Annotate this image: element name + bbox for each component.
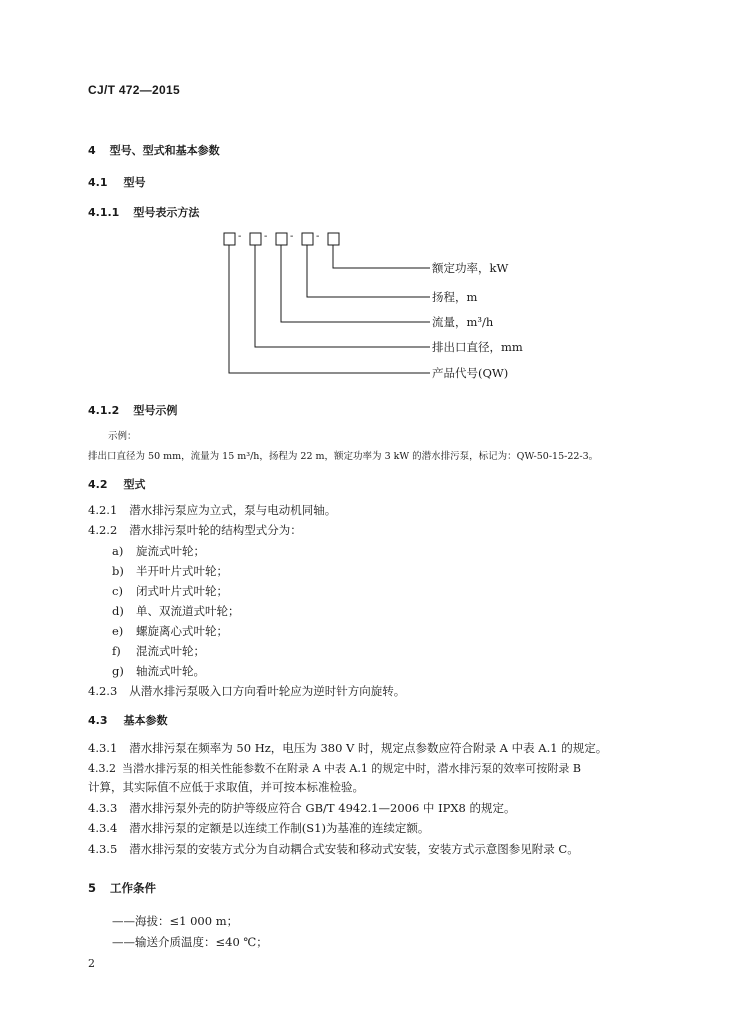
- clause-number: 4.3.5: [88, 842, 118, 856]
- clause-text: 潜水排污泵的定额是以连续工作制(S1)为基准的连续定额。: [129, 821, 430, 835]
- list-item: [112, 623, 228, 639]
- section-number: 4.1: [88, 176, 108, 189]
- section-number: 4: [88, 144, 96, 157]
- list-text: 混流式叶轮；: [136, 644, 205, 658]
- leader-line-flow: [281, 245, 430, 322]
- label-outlet-diameter: 排出口直径，mm: [432, 340, 523, 354]
- separator: -: [264, 231, 268, 242]
- model-code-diagram: [220, 225, 550, 390]
- section-number: 4.1.1: [88, 206, 120, 219]
- section-title: 基本参数: [123, 714, 168, 727]
- clause-4-3-2: [88, 760, 581, 776]
- clause-number: 4.2.2: [88, 523, 118, 537]
- list-item: [112, 603, 240, 619]
- clause-number: 4.2.3: [88, 684, 118, 698]
- section-title: 工作条件: [110, 881, 157, 895]
- section-number: 4.3: [88, 714, 108, 727]
- leader-line-head: [307, 245, 430, 297]
- section-title: 型式: [123, 478, 146, 491]
- section-4-heading: [88, 142, 220, 158]
- clause-4-2-3: [88, 683, 405, 699]
- clause-number: 4.3.2: [88, 762, 116, 775]
- section-4-1-1-heading: [88, 204, 199, 220]
- list-text: 螺旋离心式叶轮；: [136, 624, 228, 638]
- list-mark: d): [112, 604, 124, 618]
- clause-4-2-2: [88, 522, 302, 538]
- code-box-1: [224, 233, 235, 245]
- list-item: [112, 643, 205, 659]
- list-item: [112, 563, 228, 579]
- list-mark: e): [112, 624, 124, 638]
- code-box-2: [250, 233, 261, 245]
- section-4-1-2-heading: [88, 402, 177, 418]
- clause-4-3-2-continued: 计算，其实际值不应低于求取值，并可按本标准检验。: [88, 780, 364, 794]
- separator: -: [316, 231, 320, 242]
- list-mark: b): [112, 564, 124, 578]
- clause-text: 潜水排污泵应为立式，泵与电动机同轴。: [129, 503, 337, 517]
- clause-number: 4.2.1: [88, 503, 118, 517]
- clause-4-3-3: [88, 800, 516, 816]
- clause-text: 潜水排污泵在频率为 50 Hz，电压为 380 V 时，规定点参数应符合附录 A 中表 A.1 的规定。: [129, 741, 608, 755]
- label-product-code: 产品代号(QW): [432, 366, 509, 380]
- list-text: 单、双流道式叶轮；: [136, 604, 240, 618]
- clause-text: 潜水排污泵的安装方式分为自动耦合式安装和移动式安装，安装方式示意图参见附录 C。: [129, 842, 579, 856]
- section-title: 型号、型式和基本参数: [109, 144, 220, 157]
- page-number: 2: [88, 957, 95, 970]
- section-title: 型号: [123, 176, 146, 189]
- separator: -: [290, 231, 294, 242]
- list-mark: f): [112, 644, 121, 658]
- clause-text: 潜水排污泵外壳的防护等级应符合 GB/T 4942.1—2006 中 IPX8 的规定。: [129, 801, 516, 815]
- list-text: 闭式叶片式叶轮；: [136, 584, 228, 598]
- leader-line-code: [229, 245, 430, 373]
- condition-altitude: ——海拔：≤1 000 m；: [112, 914, 239, 928]
- list-mark: g): [112, 664, 124, 678]
- clause-number: 4.3.3: [88, 801, 118, 815]
- list-mark: c): [112, 584, 123, 598]
- list-item: [112, 543, 205, 559]
- label-head: 扬程，m: [432, 290, 478, 304]
- section-number: 5: [88, 881, 97, 895]
- clause-4-2-1: [88, 502, 336, 518]
- condition-temperature: ——输送介质温度：≤40 ℃；: [112, 935, 268, 949]
- section-4-3-heading: [88, 712, 168, 728]
- example-label: 示例：: [108, 431, 137, 442]
- list-mark: a): [112, 544, 124, 558]
- label-flow: 流量，m³/h: [432, 315, 494, 329]
- list-text: 半开叶片式叶轮；: [136, 564, 228, 578]
- section-4-2-heading: [88, 476, 146, 492]
- clause-4-3-4: [88, 820, 429, 836]
- section-number: 4.2: [88, 478, 108, 491]
- clause-4-3-5: [88, 841, 579, 857]
- list-text: 旋流式叶轮；: [136, 544, 205, 558]
- list-item: [112, 663, 205, 679]
- code-box-3: [276, 233, 287, 245]
- clause-4-3-1: [88, 740, 607, 756]
- clause-number: 4.3.1: [88, 741, 118, 755]
- list-item: [112, 583, 228, 599]
- code-box-4: [302, 233, 313, 245]
- list-text: 轴流式叶轮。: [136, 664, 205, 678]
- clause-number: 4.3.4: [88, 821, 118, 835]
- standard-number: CJ/T 472—2015: [88, 83, 180, 97]
- label-rated-power: 额定功率，kW: [432, 261, 509, 275]
- clause-text: 潜水排污泵叶轮的结构型式分为：: [129, 523, 302, 537]
- section-title: 型号表示方法: [133, 206, 200, 219]
- leader-line-power: [333, 245, 430, 268]
- clause-text: 从潜水排污泵吸入口方向看叶轮应为逆时针方向旋转。: [129, 684, 406, 698]
- example-text: 排出口直径为 50 mm，流量为 15 m³/h，扬程为 22 m，额定功率为 3 kW 的潜水排污泵，标记为：QW-50-15-22-3。: [88, 451, 599, 462]
- section-5-heading: [88, 880, 156, 896]
- code-box-5: [328, 233, 339, 245]
- clause-text: 当潜水排污泵的相关性能参数不在附录 A 中表 A.1 的规定中时，潜水排污泵的效率可按附录 B: [122, 762, 581, 775]
- section-number: 4.1.2: [88, 404, 120, 417]
- separator: -: [238, 231, 242, 242]
- section-4-1-heading: [88, 174, 146, 190]
- section-title: 型号示例: [133, 404, 178, 417]
